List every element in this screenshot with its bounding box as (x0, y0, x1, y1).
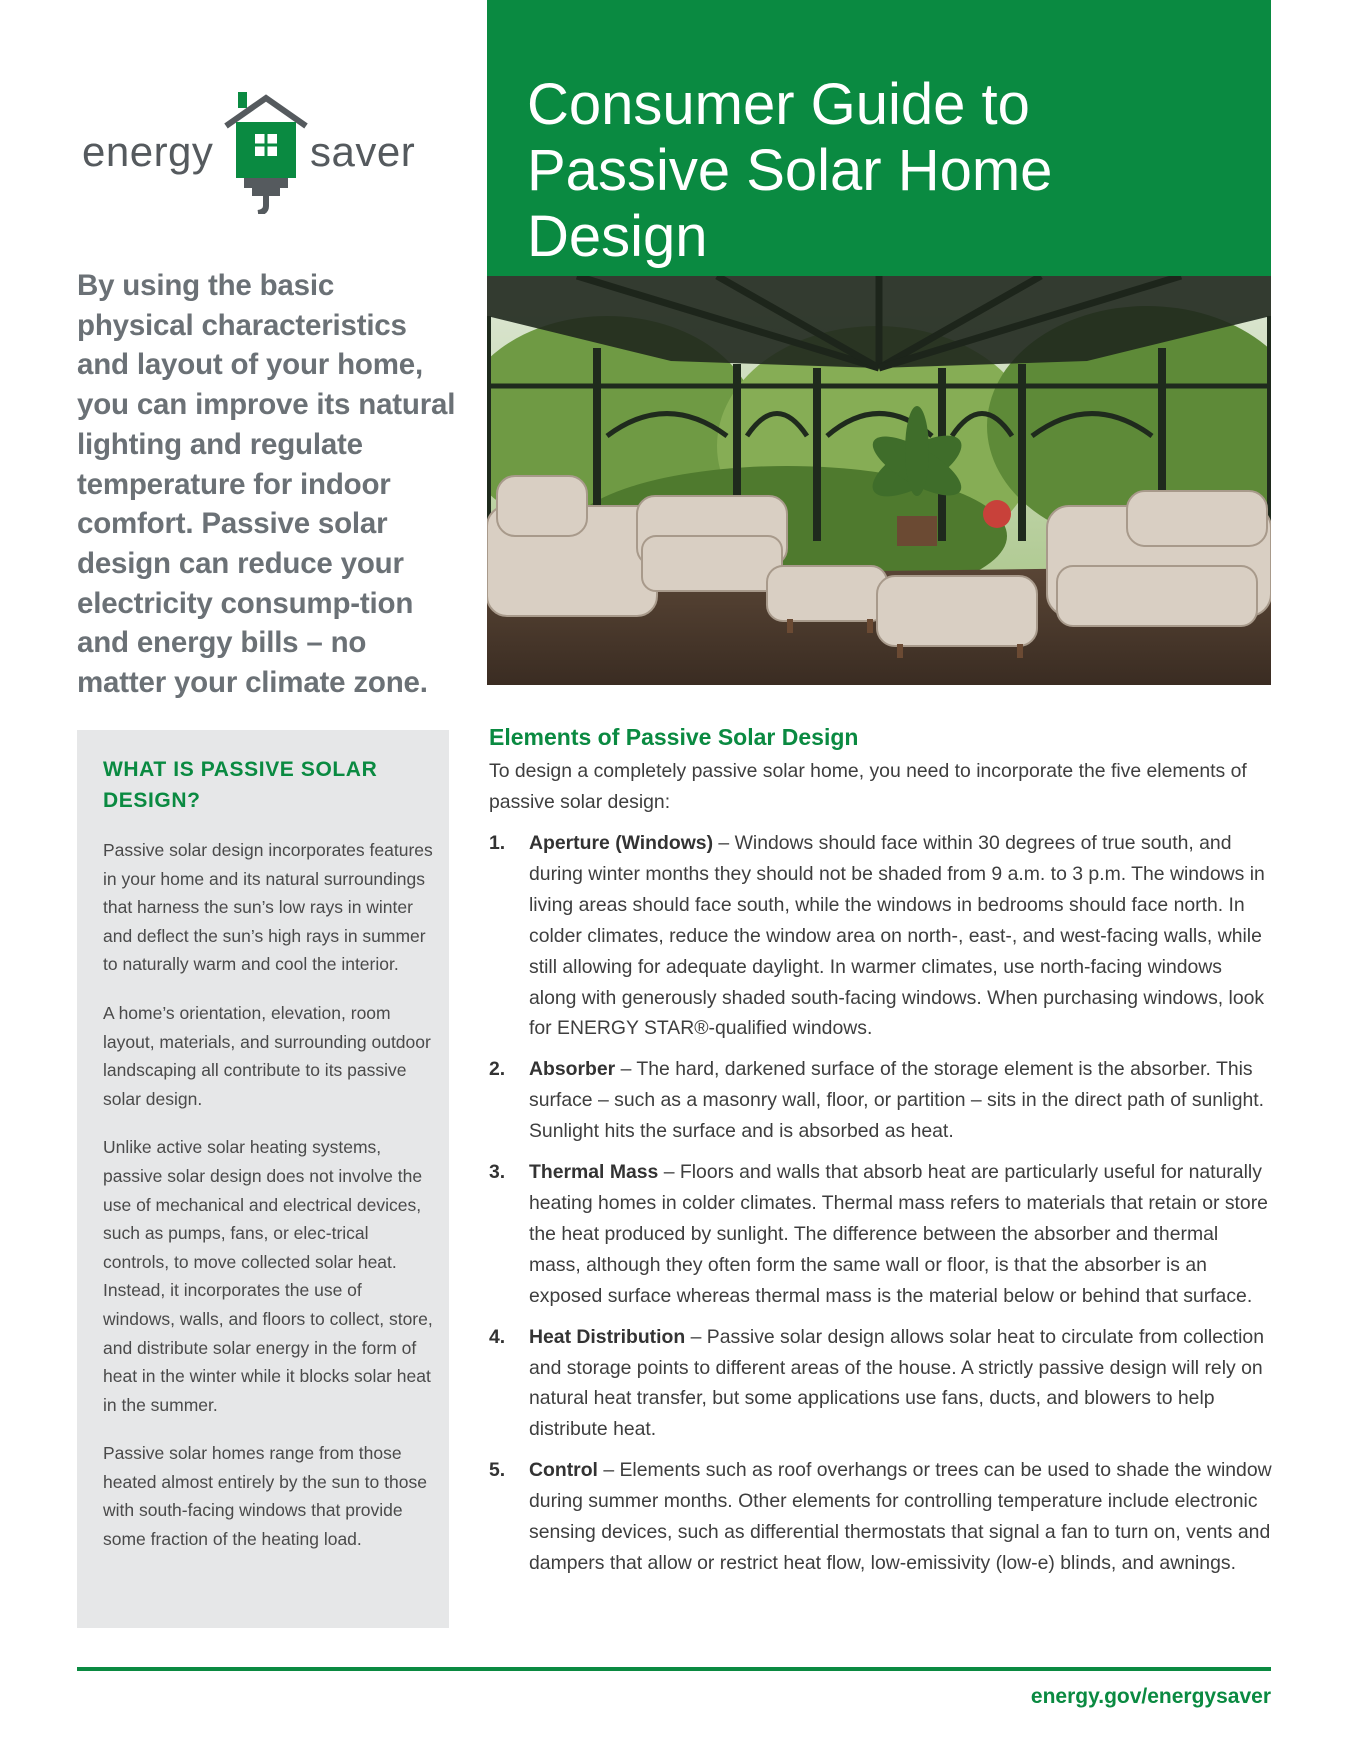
page-title: Consumer Guide to Passive Solar Home Design (527, 72, 1053, 269)
item-number: 2. (489, 1058, 506, 1081)
list-item (489, 1054, 1274, 1147)
logo-word-energy: energy (82, 128, 214, 175)
item-term: Aperture (Windows) (529, 832, 714, 854)
elements-intro: To design a completely passive solar home, you need to incorporate the five elements of passive solar design: (489, 760, 1247, 813)
sidebar-body (103, 836, 435, 1574)
intro-paragraph: By using the basic physical characteristics and layout of your home, you can improve its natural lighting and regulate temperature for indoor comfort. Passive solar design can reduce your electricity consump-tion and energy bills – no matter your climate zone. (77, 269, 456, 700)
house-plug-icon (222, 92, 310, 214)
title-banner (487, 0, 1271, 276)
footer-divider (77, 1667, 1271, 1671)
list-item (489, 1455, 1274, 1579)
item-number: 1. (489, 832, 506, 854)
item-term: Absorber (529, 1058, 616, 1081)
item-text: – Windows should face within 30 degrees of true south, and during winter months they should not be shaded from 9 a.m. to 3 p.m. The windows in living areas should face south, while the windows in bedrooms should face north. In colder climates, reduce the window area on north-, east-, and west-facing walls, while still allowing for adequate daylight. In warmer climates, use north-facing windows along with generously shaded south-facing windows. When purchasing windows, look for ENERGY STAR®-qualified windows. (529, 832, 1265, 1040)
sidebar-paragraph: Unlike active solar heating systems, passive solar design does not involve the use of mechanical and electrical devices, such as pumps, fans, or elec-trical controls, to move collected solar heat. Instead, it incorporates the use of windows, walls, and floors to collect, store, and distribute solar energy in the form of heat in the winter while it blocks solar heat in the summer. (103, 1137, 433, 1415)
logo-word-saver: saver (310, 128, 416, 175)
item-term: Control (529, 1459, 598, 1482)
what-is-passive-solar-sidebar (77, 730, 449, 1628)
sidebar-heading: WHAT IS PASSIVE SOLAR DESIGN? (103, 758, 378, 812)
item-number: 3. (489, 1161, 506, 1184)
elements-heading: Elements of Passive Solar Design (489, 724, 859, 750)
item-term: Thermal Mass (529, 1161, 659, 1184)
item-text: – Elements such as roof overhangs or trees can be used to shade the window during summer months. Other elements for controlling temperature include electronic sensing devices, such as differential thermostats that signal a fan to turn on, vents and dampers that allow or restrict heat flow, low-emissivity (low-e) blinds, and awnings. (529, 1459, 1272, 1574)
item-text: – Passive solar design allows solar heat to circulate from collection and storage points to different areas of the house. A strictly passive design will rely on natural heat transfer, but some applications use fans, ducts, and blowers to help distribute heat. (529, 1325, 1264, 1441)
list-item (489, 828, 1274, 1044)
sunroom-photo (487, 276, 1271, 685)
list-item (489, 1157, 1274, 1312)
item-number: 4. (489, 1325, 506, 1348)
item-text: – The hard, darkened surface of the storage element is the absorber. This surface – such as a masonry wall, floor, or partition – sits in the direct path of sunlight. Sunlight hits the surface and is absorbed as heat. (529, 1058, 1265, 1143)
list-item (489, 1322, 1274, 1446)
elements-list (489, 828, 1274, 1589)
item-text: – Floors and walls that absorb heat are particularly useful for naturally heating homes in colder climates. Thermal mass refers to materials that retain or store the heat produced by sunlight. The difference between the absorber and thermal mass, although they often form the same wall or floor, is that the absorber is an exposed surface whereas thermal mass is the material below or behind that surface. (529, 1161, 1268, 1307)
energy-saver-logo (82, 92, 422, 214)
item-number: 5. (489, 1459, 506, 1482)
sidebar-paragraph: A home’s orientation, elevation, room layout, materials, and surrounding outdoor landscaping all contribute to its passive solar design. (103, 1002, 431, 1109)
item-term: Heat Distribution (529, 1325, 686, 1348)
sunroom-illustration (487, 276, 1271, 685)
sidebar-paragraph: Passive solar homes range from those heated almost entirely by the sun to those with south-facing windows that provide some fraction of the heating load. (103, 1443, 427, 1550)
sidebar-paragraph: Passive solar design incorporates features in your home and its natural surroundings that harness the sun’s low rays in winter and deflect the sun’s high rays in summer to naturally warm and cool the interior. (103, 840, 433, 975)
footer-link[interactable]: energy.gov/energysaver (1030, 1685, 1271, 1708)
